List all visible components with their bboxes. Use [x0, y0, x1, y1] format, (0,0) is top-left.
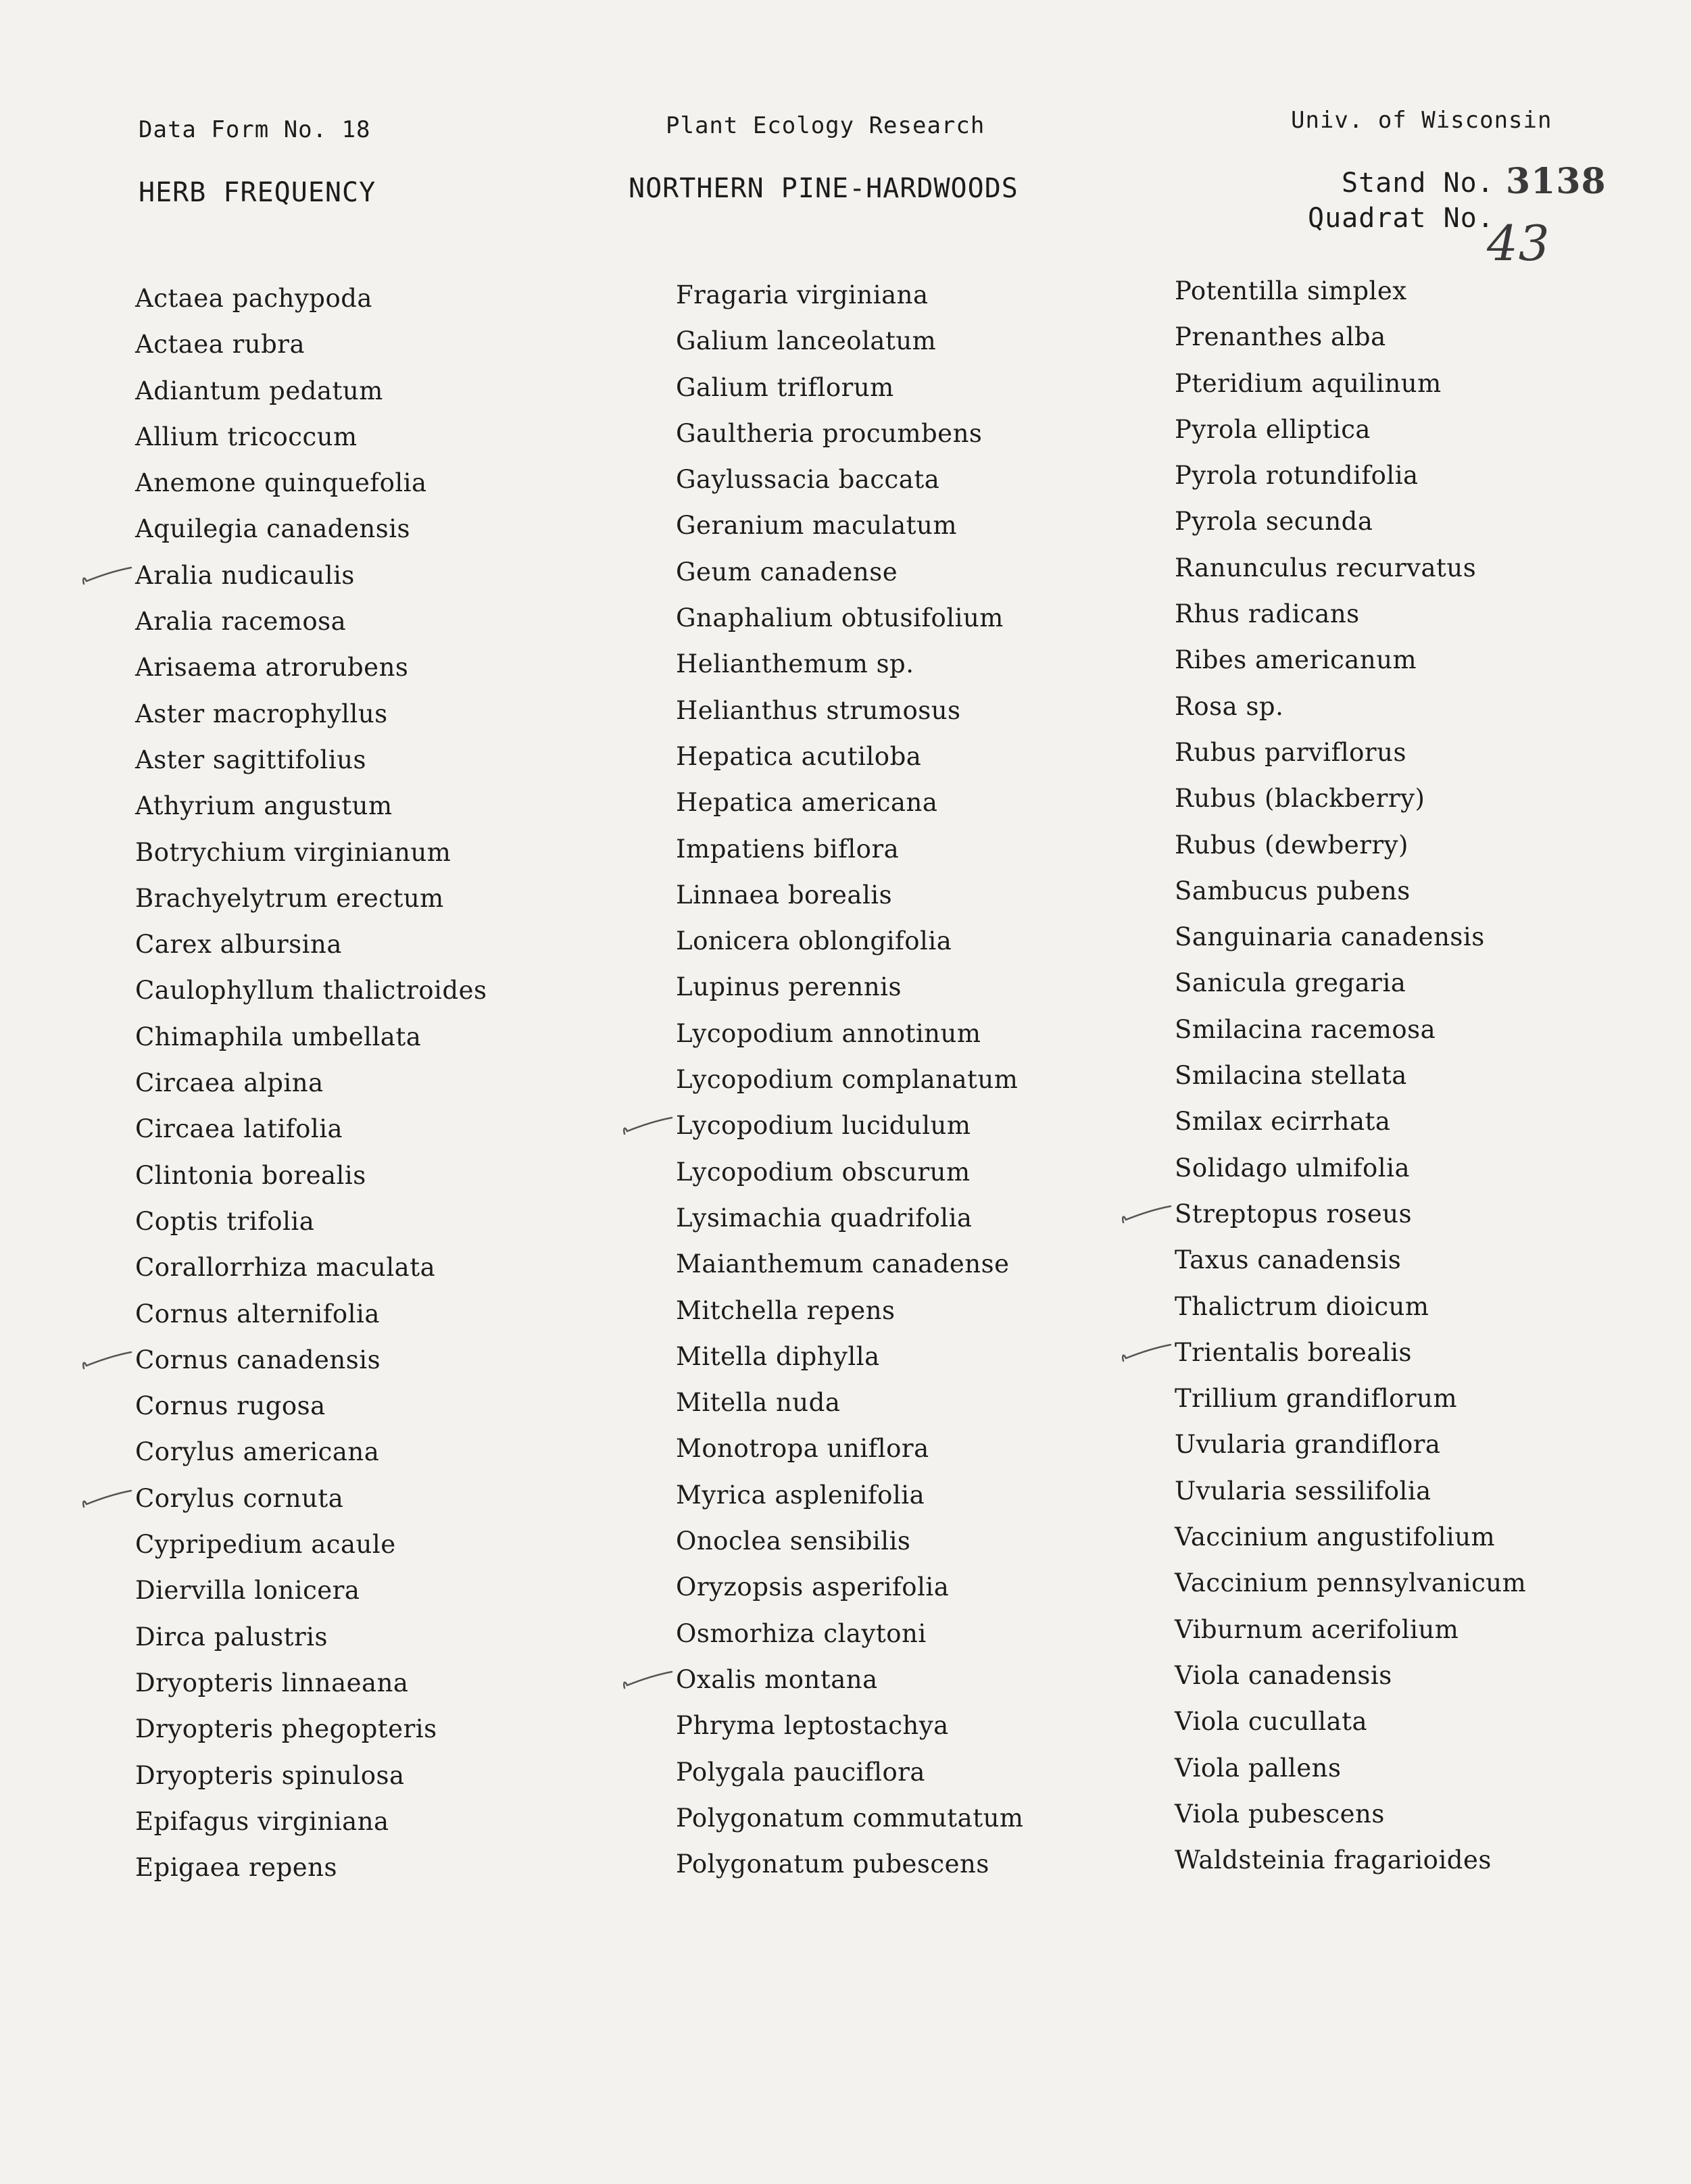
organization: Plant Ecology Research	[666, 112, 985, 139]
species-item	[1175, 1699, 1688, 1745]
species-name: Thalictrum dioicum	[1175, 1291, 1429, 1321]
species-item	[676, 457, 1190, 503]
species-name: Athyrium angustum	[135, 791, 393, 821]
species-item	[676, 1149, 1190, 1195]
species-name: Impatiens biflora	[676, 834, 900, 864]
species-name: Rubus (blackberry)	[1175, 784, 1425, 814]
species-name: Hepatica americana	[676, 788, 938, 818]
species-item	[1175, 545, 1688, 591]
species-name: Gaultheria procumbens	[676, 418, 983, 448]
stand-number: 3138	[1506, 161, 1607, 202]
species-name: Actaea rubra	[135, 330, 305, 359]
species-item	[676, 1472, 1190, 1518]
species-item	[135, 1706, 649, 1752]
species-item	[1175, 684, 1688, 730]
species-name: Dryopteris linnaeana	[135, 1668, 409, 1697]
species-item	[1175, 591, 1688, 637]
species-name: Epifagus virginiana	[135, 1806, 389, 1836]
checkmark-icon	[80, 566, 132, 587]
species-item	[676, 1195, 1190, 1241]
species-item	[135, 368, 649, 414]
species-name: Epigaea repens	[135, 1853, 337, 1883]
species-item	[1175, 914, 1688, 960]
species-item	[135, 1383, 649, 1429]
species-item	[676, 1288, 1190, 1334]
species-column-2	[676, 272, 1190, 1887]
species-name: Galium triflorum	[676, 372, 894, 402]
species-name: Vaccinium angustifolium	[1175, 1522, 1496, 1552]
species-item	[135, 645, 649, 691]
species-item	[1175, 1284, 1688, 1330]
species-item	[1175, 1607, 1688, 1653]
species-name: Mitella diphylla	[676, 1341, 880, 1371]
species-item	[1175, 1791, 1688, 1837]
species-item	[1175, 637, 1688, 683]
species-name: Corylus cornuta	[135, 1483, 344, 1513]
species-item	[676, 1564, 1190, 1610]
quadrat-label: Quadrat No.	[1308, 203, 1494, 234]
species-item	[135, 1060, 649, 1106]
checkmark-icon	[620, 1116, 673, 1137]
species-name: Allium tricoccum	[135, 422, 358, 451]
species-item	[135, 1476, 649, 1522]
species-name: Aralia nudicaulis	[135, 560, 355, 590]
species-item	[676, 872, 1190, 918]
species-item	[135, 1337, 649, 1383]
species-item	[676, 503, 1190, 549]
species-column-3	[1175, 268, 1688, 1883]
species-name: Aster macrophyllus	[135, 699, 388, 728]
species-name: Rubus (dewberry)	[1175, 830, 1408, 860]
form-title: HERB FREQUENCY	[139, 177, 376, 208]
species-name: Cornus alternifolia	[135, 1299, 380, 1329]
species-item	[676, 1518, 1190, 1564]
checkmark-icon	[80, 1489, 132, 1510]
checkmark-icon	[80, 1351, 132, 1371]
species-item	[676, 1795, 1190, 1841]
species-item	[1175, 361, 1688, 407]
species-name: Adiantum pedatum	[135, 376, 383, 405]
species-item	[676, 964, 1190, 1010]
species-item	[676, 1103, 1190, 1149]
species-name: Viola cucullata	[1175, 1707, 1368, 1737]
stand-label: Stand No.	[1342, 168, 1494, 199]
species-item	[676, 1749, 1190, 1795]
species-item	[135, 691, 649, 737]
species-name: Circaea latifolia	[135, 1114, 343, 1144]
species-item	[1175, 1191, 1688, 1237]
species-name: Sanguinaria canadensis	[1175, 922, 1485, 952]
species-name: Lysimachia quadrifolia	[676, 1203, 973, 1233]
species-item	[135, 276, 649, 322]
species-item	[135, 737, 649, 783]
species-item	[135, 783, 649, 829]
species-item	[676, 1611, 1190, 1657]
species-name: Linnaea borealis	[676, 880, 893, 910]
species-name: Taxus canadensis	[1175, 1245, 1402, 1275]
species-name: Smilacina racemosa	[1175, 1014, 1436, 1044]
species-name: Pyrola elliptica	[1175, 414, 1371, 444]
species-item	[1175, 1237, 1688, 1283]
species-item	[1175, 1376, 1688, 1422]
checkmark-icon	[1119, 1205, 1172, 1225]
species-item	[1175, 407, 1688, 453]
species-item	[1175, 1745, 1688, 1791]
species-item	[135, 876, 649, 922]
species-name: Gaylussacia baccata	[676, 465, 940, 495]
species-name: Sambucus pubens	[1175, 876, 1411, 905]
species-name: Lycopodium obscurum	[676, 1157, 971, 1187]
species-item	[135, 1799, 649, 1845]
species-name: Uvularia grandiflora	[1175, 1430, 1441, 1460]
species-name: Polygonatum pubescens	[676, 1850, 989, 1879]
species-name: Dryopteris spinulosa	[135, 1760, 405, 1790]
species-item	[135, 1291, 649, 1337]
species-name: Gnaphalium obtusifolium	[676, 603, 1004, 633]
species-item	[135, 322, 649, 368]
species-name: Trillium grandiflorum	[1175, 1384, 1458, 1414]
species-name: Botrychium virginianum	[135, 837, 451, 867]
species-name: Streptopus roseus	[1175, 1199, 1413, 1228]
species-item	[676, 1241, 1190, 1287]
species-item	[676, 688, 1190, 734]
species-item	[1175, 1053, 1688, 1099]
species-name: Pteridium aquilinum	[1175, 368, 1442, 398]
species-name: Fragaria virginiana	[676, 280, 929, 309]
species-item	[1175, 1837, 1688, 1883]
species-name: Sanicula gregaria	[1175, 968, 1406, 998]
species-name: Onoclea sensibilis	[676, 1527, 911, 1556]
species-column-1	[135, 276, 649, 1891]
species-name: Geranium maculatum	[676, 511, 957, 541]
species-name: Solidago ulmifolia	[1175, 1153, 1411, 1183]
species-name: Waldsteinia fragarioides	[1175, 1845, 1492, 1875]
species-item	[135, 1660, 649, 1706]
species-name: Polygala pauciflora	[676, 1757, 925, 1787]
species-item	[676, 826, 1190, 872]
species-item	[1175, 776, 1688, 822]
species-name: Dryopteris phegopteris	[135, 1714, 437, 1744]
species-item	[135, 1614, 649, 1660]
species-name: Myrica asplenifolia	[676, 1480, 925, 1510]
species-name: Arisaema atrorubens	[135, 653, 409, 682]
species-name: Lonicera oblongifolia	[676, 926, 952, 956]
species-name: Pyrola secunda	[1175, 507, 1373, 537]
species-name: Galium lanceolatum	[676, 326, 937, 356]
species-name: Carex albursina	[135, 930, 342, 960]
species-name: Potentilla simplex	[1175, 276, 1407, 305]
species-item	[135, 553, 649, 599]
species-name: Viola pallens	[1175, 1753, 1342, 1783]
species-name: Brachyelytrum erectum	[135, 883, 444, 913]
species-name: Anemone quinquefolia	[135, 468, 427, 498]
species-name: Vaccinium pennsylvanicum	[1175, 1568, 1527, 1598]
species-name: Oryzopsis asperifolia	[676, 1572, 950, 1602]
species-name: Lupinus perennis	[676, 972, 902, 1002]
species-name: Chimaphila umbellata	[135, 1022, 422, 1051]
species-item	[1175, 1330, 1688, 1376]
species-name: Monotropa uniflora	[676, 1434, 929, 1464]
checkmark-icon	[620, 1670, 673, 1691]
species-item	[135, 1568, 649, 1614]
species-name: Prenanthes alba	[1175, 322, 1386, 352]
species-item	[135, 830, 649, 876]
species-item	[1175, 822, 1688, 868]
species-item	[1175, 1145, 1688, 1191]
species-name: Corylus americana	[135, 1437, 380, 1467]
species-item	[676, 1657, 1190, 1703]
species-item	[135, 1845, 649, 1891]
species-name: Caulophyllum thalictroides	[135, 976, 487, 1006]
species-name: Osmorhiza claytoni	[676, 1618, 927, 1648]
species-item	[135, 922, 649, 968]
species-item	[1175, 960, 1688, 1006]
species-item	[676, 780, 1190, 826]
species-item	[135, 1522, 649, 1568]
species-name: Cornus rugosa	[135, 1391, 326, 1421]
species-item	[1175, 1007, 1688, 1053]
species-name: Pyrola rotundifolia	[1175, 461, 1419, 491]
species-item	[135, 506, 649, 552]
university: Univ. of Wisconsin	[1291, 107, 1552, 134]
species-item	[676, 595, 1190, 641]
species-item	[1175, 1099, 1688, 1145]
species-name: Phryma leptostachya	[676, 1711, 949, 1741]
species-name: Diervilla lonicera	[135, 1576, 360, 1606]
species-name: Viola pubescens	[1175, 1799, 1385, 1829]
species-name: Viburnum acerifolium	[1175, 1614, 1459, 1644]
species-name: Cornus canadensis	[135, 1345, 381, 1374]
species-item	[676, 318, 1190, 364]
species-name: Coptis trifolia	[135, 1206, 315, 1236]
species-name: Lycopodium complanatum	[676, 1065, 1019, 1095]
species-item	[1175, 314, 1688, 360]
species-name: Uvularia sessilifolia	[1175, 1476, 1431, 1506]
species-item	[676, 641, 1190, 687]
species-name: Ribes americanum	[1175, 645, 1417, 675]
species-name: Actaea pachypoda	[135, 284, 372, 313]
species-item	[135, 1429, 649, 1475]
species-name: Rhus radicans	[1175, 599, 1360, 629]
species-item	[1175, 499, 1688, 545]
species-item	[676, 1703, 1190, 1749]
species-name: Corallorrhiza maculata	[135, 1253, 436, 1283]
species-item	[676, 1011, 1190, 1057]
species-item	[676, 1057, 1190, 1103]
species-item	[676, 365, 1190, 411]
species-name: Aquilegia canadensis	[135, 514, 411, 544]
community-type: NORTHERN PINE-HARDWOODS	[629, 173, 1019, 204]
species-item	[1175, 1422, 1688, 1468]
species-item	[135, 1753, 649, 1799]
species-item	[135, 1106, 649, 1152]
species-item	[676, 918, 1190, 964]
species-item	[1175, 1560, 1688, 1606]
species-item	[135, 968, 649, 1014]
species-name: Lycopodium annotinum	[676, 1018, 981, 1048]
species-name: Smilax ecirrhata	[1175, 1107, 1391, 1137]
species-item	[1175, 1653, 1688, 1699]
species-name: Viola canadensis	[1175, 1660, 1392, 1690]
species-name: Oxalis montana	[676, 1664, 878, 1694]
checkmark-icon	[1119, 1343, 1172, 1364]
quadrat-number: 43	[1487, 215, 1550, 272]
species-name: Aster sagittifolius	[135, 745, 367, 774]
species-item	[1175, 730, 1688, 776]
species-item	[135, 599, 649, 645]
species-name: Trientalis borealis	[1175, 1337, 1413, 1367]
species-name: Mitchella repens	[676, 1295, 896, 1325]
species-name: Cypripedium acaule	[135, 1530, 396, 1560]
species-item	[1175, 1514, 1688, 1560]
species-name: Maianthemum canadense	[676, 1249, 1010, 1279]
species-item	[676, 1334, 1190, 1380]
species-item	[676, 1841, 1190, 1887]
species-name: Dirca palustris	[135, 1622, 328, 1652]
species-item	[676, 1380, 1190, 1426]
species-item	[135, 414, 649, 460]
species-item	[135, 1199, 649, 1245]
species-name: Smilacina stellata	[1175, 1061, 1407, 1091]
species-name: Ranunculus recurvatus	[1175, 553, 1477, 582]
species-item	[676, 549, 1190, 595]
species-name: Rubus parviflorus	[1175, 737, 1406, 767]
species-item	[1175, 1468, 1688, 1514]
species-name: Mitella nuda	[676, 1388, 841, 1418]
species-name: Polygonatum commutatum	[676, 1803, 1024, 1833]
species-item	[676, 734, 1190, 780]
species-item	[135, 1153, 649, 1199]
species-name: Lycopodium lucidulum	[676, 1111, 971, 1141]
species-item	[135, 1014, 649, 1060]
species-name: Helianthus strumosus	[676, 695, 961, 725]
species-name: Hepatica acutiloba	[676, 741, 922, 771]
species-item	[676, 1426, 1190, 1472]
species-item	[1175, 868, 1688, 914]
species-item	[135, 460, 649, 506]
species-name: Geum canadense	[676, 557, 898, 587]
species-name: Clintonia borealis	[135, 1160, 366, 1190]
species-name: Rosa sp.	[1175, 691, 1284, 721]
form-number: Data Form No. 18	[139, 116, 371, 143]
species-name: Helianthemum sp.	[676, 649, 914, 679]
species-item	[135, 1245, 649, 1291]
species-item	[1175, 453, 1688, 499]
species-name: Aralia racemosa	[135, 607, 347, 637]
species-item	[676, 411, 1190, 457]
species-item	[1175, 268, 1688, 314]
species-name: Circaea alpina	[135, 1068, 324, 1098]
species-item	[676, 272, 1190, 318]
